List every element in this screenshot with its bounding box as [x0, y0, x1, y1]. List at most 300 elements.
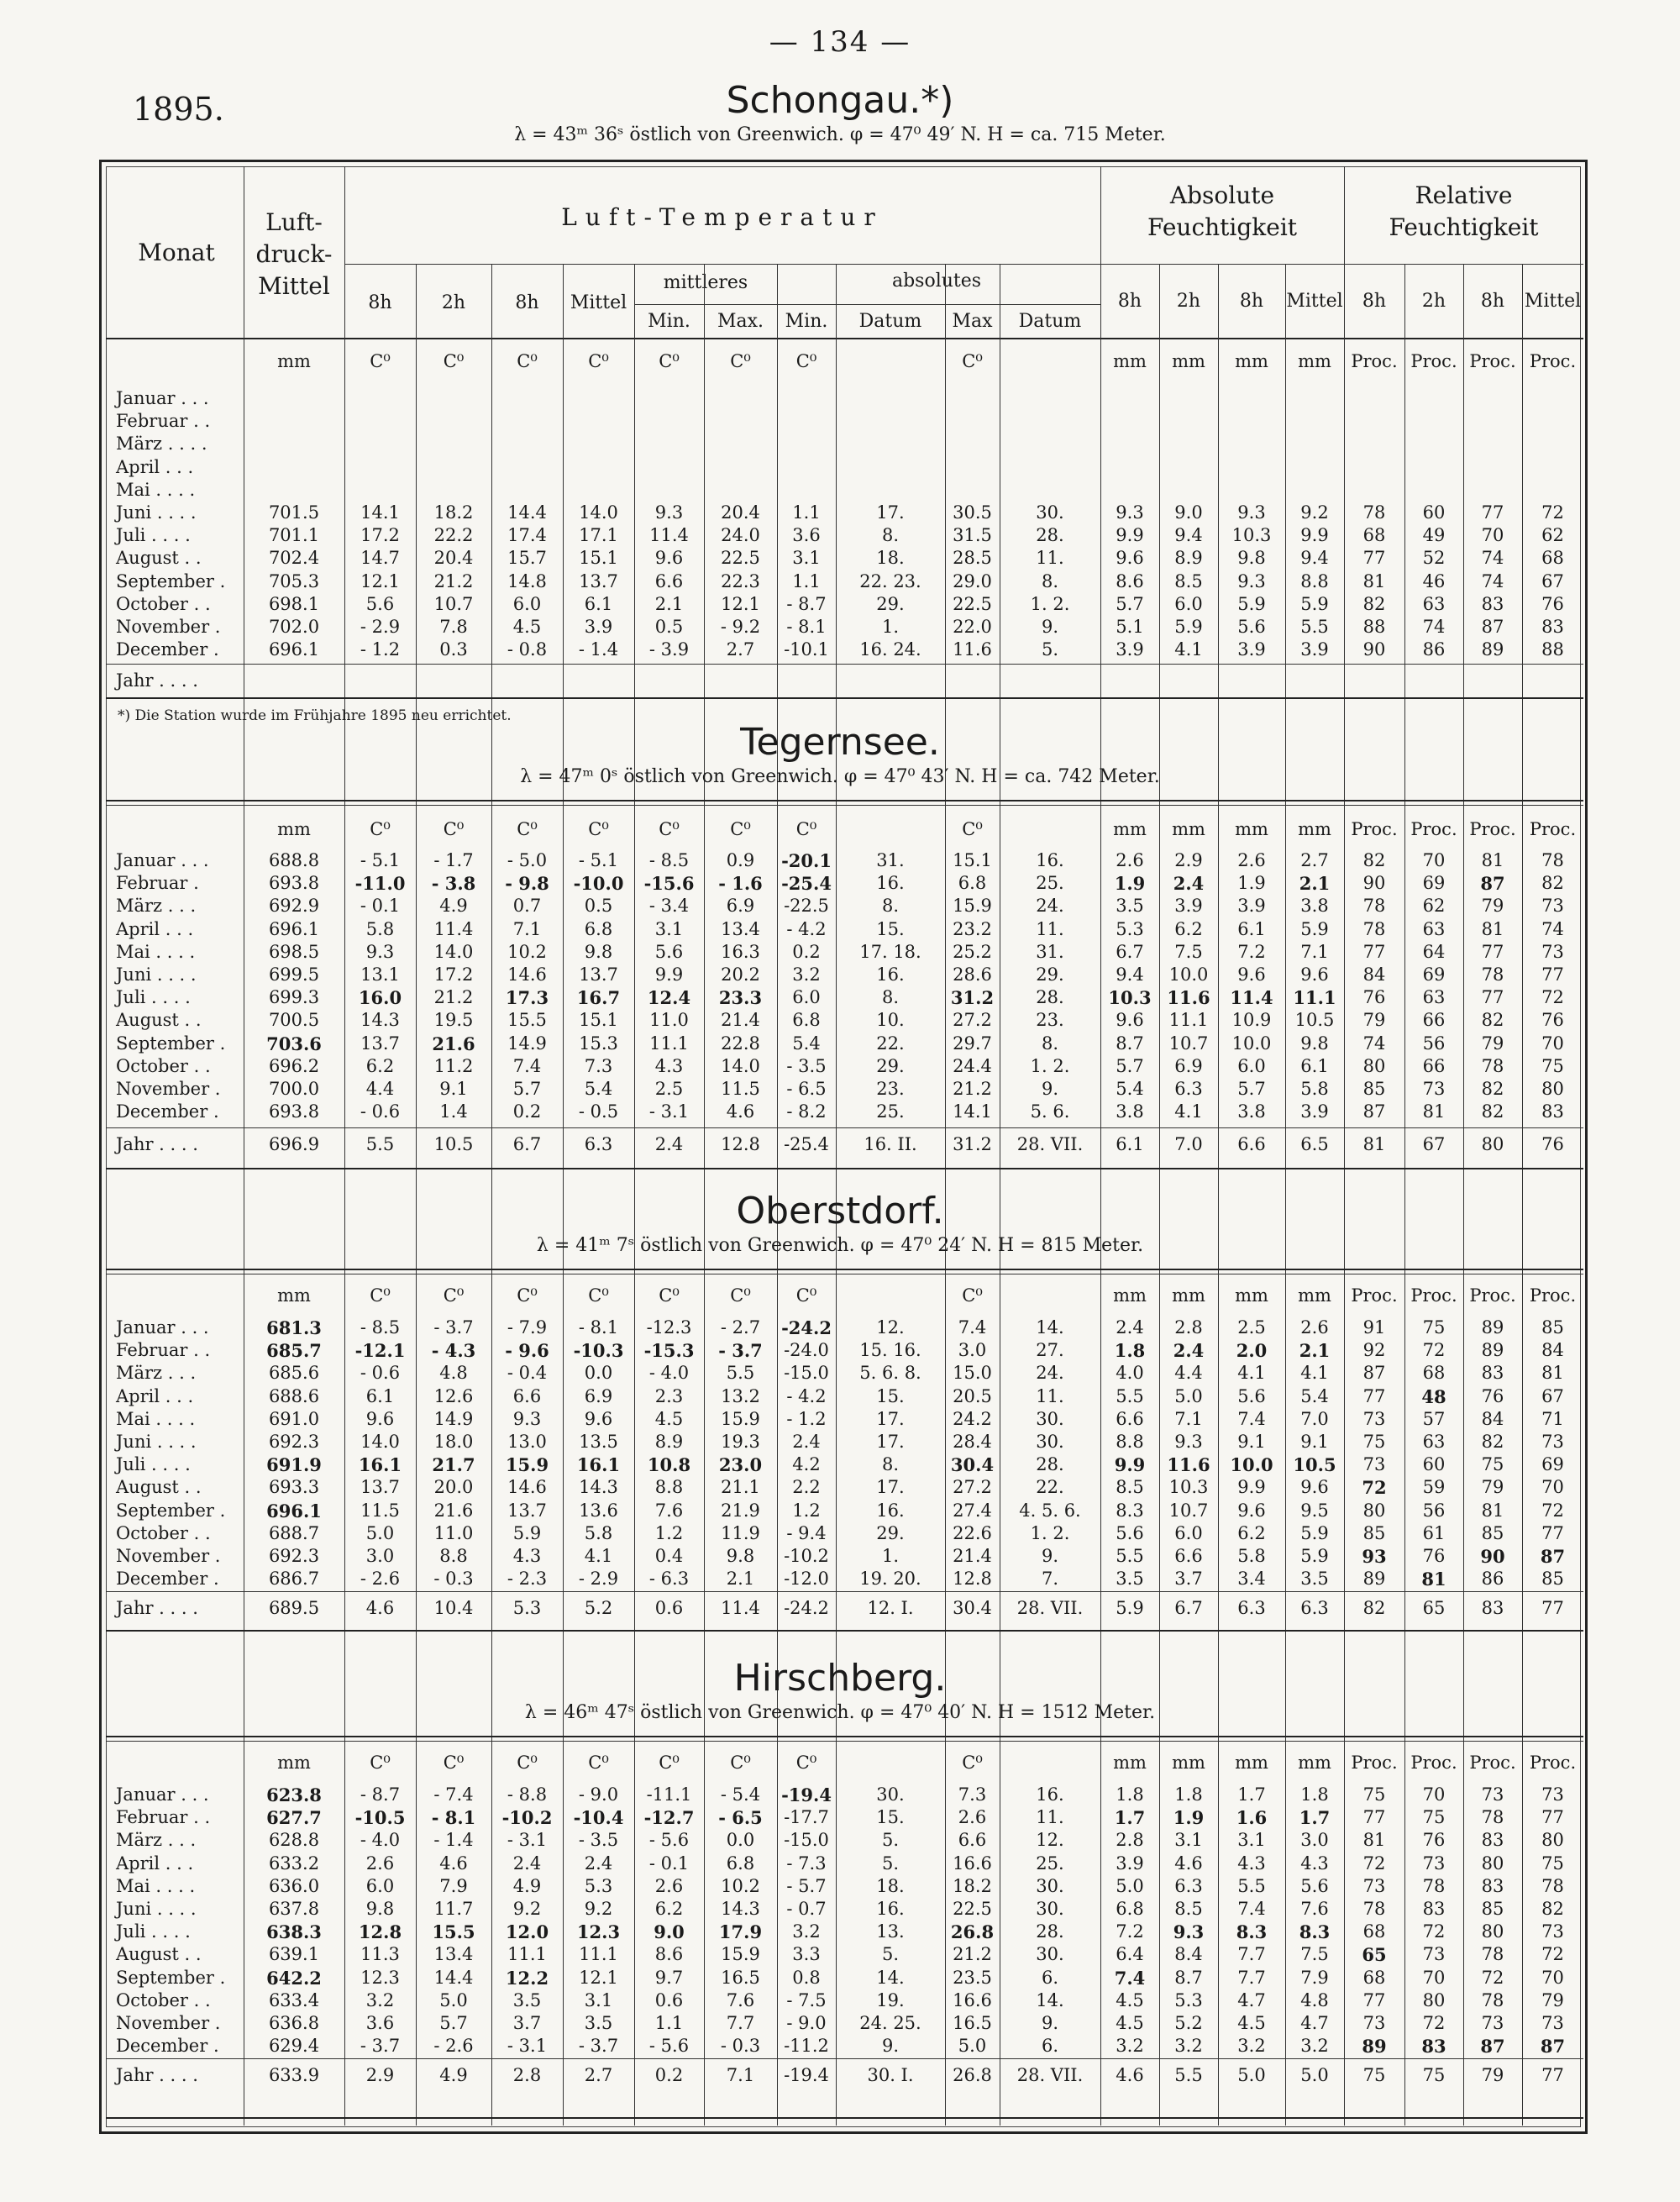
table-cell: - 2.6 [360, 1569, 401, 1590]
table-cell: 82 [1481, 1432, 1504, 1452]
table-cell: 84 [1362, 964, 1386, 985]
table-cell: 10.0 [1230, 1454, 1273, 1476]
unit-label: Proc. [1469, 1285, 1516, 1306]
table-cell: 6.9 [726, 896, 755, 917]
unit-label: Proc. [1529, 351, 1577, 371]
table-cell: 4.3 [1300, 1853, 1329, 1874]
table-cell: 5.4 [1300, 1385, 1329, 1406]
table-cell: 86 [1481, 1569, 1504, 1590]
table-cell: 79 [1362, 1010, 1386, 1031]
table-cell: 3.1 [1174, 1830, 1203, 1851]
table-cell: 6.6 [1237, 1134, 1266, 1154]
table-cell: 77 [1362, 1807, 1386, 1828]
table-cell: 81 [1481, 918, 1504, 939]
table-cell: 82 [1362, 1598, 1386, 1618]
table-cell: 5.0 [1300, 2065, 1329, 2085]
table-cell: 9.2 [584, 1899, 613, 1919]
month-label: April . . . [116, 1385, 194, 1406]
table-cell: 3.5 [584, 2013, 613, 2033]
table-cell: 6.1 [365, 1385, 395, 1406]
table-cell: 14. [1036, 1989, 1064, 2010]
table-cell: 9.0 [1174, 502, 1203, 523]
table-cell: 73 [1541, 1432, 1564, 1452]
table-cell: 6.6 [958, 1830, 987, 1851]
table-cell: 78 [1362, 502, 1386, 523]
table-cell: 693.8 [268, 873, 320, 894]
table-cell: 3.0 [958, 1340, 987, 1361]
table-cell: 700.5 [268, 1010, 320, 1031]
table-cell: 21.1 [721, 1477, 760, 1498]
unit-label: C⁰ [795, 1753, 817, 1773]
table-cell: 16. [876, 1899, 905, 1919]
table-cell: 87 [1480, 873, 1505, 895]
table-cell: 4.5 [1237, 2013, 1266, 2033]
table-cell: 11.0 [649, 1010, 689, 1031]
month-label: August . . [116, 1010, 202, 1031]
table-cell: 21.2 [433, 570, 474, 591]
month-label: September . [116, 1033, 226, 1054]
table-cell: 12.1 [360, 570, 400, 591]
table-cell: 1.9 [1237, 873, 1266, 894]
table-cell: 9.8 [365, 1899, 395, 1919]
table-cell: - 1.2 [360, 639, 401, 660]
table-cell: -10.5 [354, 1807, 406, 1829]
header-abs-feucht-1: Absolute [1169, 181, 1275, 209]
table-cell: 73 [1362, 1408, 1386, 1429]
table-cell: 85 [1541, 1569, 1564, 1590]
table-cell: 21.2 [433, 987, 474, 1008]
table-cell: 7.6 [1300, 1899, 1329, 1919]
table-cell: 11.6 [1167, 987, 1210, 1009]
table-cell: 0.2 [512, 1101, 542, 1122]
table-cell: 71 [1541, 1408, 1564, 1429]
table-cell: 73 [1362, 2013, 1386, 2033]
station-coords: λ = 43ᵐ 36ˢ östlich von Greenwich. φ = 47⁰ 49′ N. H = ca. 715 Meter. [514, 124, 1166, 145]
table-cell: 12.3 [360, 1967, 400, 1988]
table-cell: 14.3 [721, 1899, 760, 1919]
table-cell: 15.9 [953, 896, 992, 917]
table-cell: 5.9 [1300, 1522, 1329, 1543]
table-cell: 685.6 [268, 1363, 320, 1384]
table-cell: 14.8 [507, 570, 547, 591]
table-cell: 17.4 [507, 525, 547, 546]
table-cell: 8.8 [439, 1546, 468, 1566]
table-cell: - 0.8 [507, 639, 548, 660]
table-cell: 2.7 [1300, 850, 1329, 870]
table-cell: 80 [1541, 1079, 1564, 1099]
unit-label: Proc. [1351, 819, 1398, 839]
table-cell: 28.4 [953, 1432, 992, 1452]
table-cell: 6.1 [1116, 1134, 1144, 1154]
table-cell: 9.0 [654, 1921, 685, 1943]
table-cell: 2.0 [1236, 1340, 1268, 1362]
unit-label: mm [1172, 1753, 1205, 1773]
table-cell: -15.0 [784, 1830, 829, 1851]
table-cell: 9.8 [584, 941, 613, 962]
table-cell: -15.6 [643, 873, 695, 895]
unit-label: mm [277, 819, 311, 839]
unit-label: C⁰ [443, 1285, 465, 1306]
table-cell: -12.0 [784, 1569, 829, 1590]
table-cell: - 1.2 [786, 1408, 827, 1429]
table-cell: 68 [1422, 1363, 1446, 1384]
table-cell: - 5.6 [648, 2036, 690, 2057]
table-cell: 3.2 [1237, 2036, 1266, 2057]
table-cell: 76 [1541, 1010, 1564, 1031]
table-cell: 13.4 [721, 918, 760, 939]
unit-label: C⁰ [588, 819, 609, 839]
table-cell: - 3.5 [578, 1830, 619, 1851]
table-cell: 70 [1422, 1784, 1446, 1805]
month-label: August . . [116, 548, 202, 569]
table-cell: 16. [1036, 1784, 1064, 1805]
table-cell: 15.5 [432, 1921, 475, 1943]
table-cell: 68 [1362, 1967, 1386, 1988]
table-cell: 636.0 [268, 1875, 320, 1896]
table-cell: 6.9 [1174, 1055, 1203, 1076]
table-cell: 10.3 [1108, 987, 1152, 1009]
table-cell: 3.1 [584, 1989, 613, 2010]
table-cell: -12.3 [646, 1317, 692, 1337]
jahr-rule [106, 1591, 1583, 1592]
table-cell: 17.2 [360, 525, 400, 546]
table-cell: 93 [1362, 1546, 1387, 1567]
table-cell: 5.9 [1300, 593, 1329, 614]
table-cell: 4.1 [1237, 1363, 1266, 1384]
table-cell: 8.9 [1174, 548, 1203, 569]
table-cell: 2.2 [792, 1477, 821, 1498]
table-cell: 73 [1541, 941, 1564, 962]
unit-label: Proc. [1529, 819, 1577, 839]
table-cell: 691.0 [268, 1408, 320, 1429]
table-cell: - 6.5 [718, 1807, 763, 1829]
table-cell: 77 [1362, 941, 1386, 962]
table-cell: 22.3 [721, 570, 760, 591]
table-cell: 5. [881, 1853, 900, 1874]
table-cell: 7.1 [726, 2065, 755, 2085]
month-label: Januar . . . [116, 850, 209, 870]
table-cell: 5. 6. 8. [859, 1363, 921, 1384]
month-label: Januar . . . [116, 1317, 209, 1337]
table-cell: 9. [1041, 1546, 1059, 1566]
table-cell: 6.8 [726, 1853, 755, 1874]
table-cell: 24.4 [953, 1055, 992, 1076]
header-rel-col: 2h [1421, 291, 1446, 312]
table-cell: 3.8 [1300, 896, 1329, 917]
unit-label: C⁰ [730, 819, 751, 839]
table-cell: 14.0 [721, 1055, 760, 1076]
table-cell: -12.1 [354, 1340, 406, 1362]
table-cell: 5.6 [1237, 617, 1266, 637]
table-cell: 80 [1481, 1853, 1504, 1874]
table-cell: 5.5 [1116, 1546, 1144, 1566]
table-cell: 2.6 [654, 1875, 684, 1896]
table-cell: - 0.3 [433, 1569, 474, 1590]
table-cell: 7.8 [439, 617, 468, 637]
table-cell: 72 [1541, 1944, 1564, 1965]
table-cell: 3.5 [1116, 896, 1144, 917]
table-cell: 4.0 [1116, 1363, 1144, 1384]
table-cell: 28.5 [953, 548, 992, 569]
table-cell: 0.5 [584, 896, 613, 917]
table-cell: 5.0 [1116, 1875, 1144, 1896]
unit-label: mm [277, 1285, 311, 1306]
table-cell: 13. [876, 1921, 905, 1942]
table-cell: 12.1 [579, 1967, 618, 1988]
table-cell: 6. [1041, 2036, 1059, 2057]
table-cell: 5. [1041, 639, 1059, 660]
month-label: September . [116, 1967, 226, 1988]
table-cell: 9.9 [1237, 1477, 1266, 1498]
month-label: Mai . . . . [116, 1408, 196, 1429]
table-cell: 7.9 [439, 1875, 468, 1896]
table-cell: 5.7 [1116, 593, 1144, 614]
month-label: März . . . . [116, 434, 207, 455]
month-label: Juli . . . . [116, 987, 191, 1008]
table-cell: 85 [1541, 1317, 1564, 1337]
station-bottom-rule [106, 1168, 1583, 1169]
table-cell: 1.4 [439, 1101, 468, 1122]
table-cell: 5.4 [1116, 1079, 1144, 1099]
table-cell: 8. [881, 987, 900, 1008]
table-cell: 62 [1541, 525, 1564, 546]
table-cell: 15.9 [721, 1944, 760, 1965]
table-cell: - 3.4 [648, 896, 690, 917]
table-cell: 69 [1422, 873, 1446, 894]
table-cell: 8. [881, 1454, 900, 1475]
table-cell: 1.2 [654, 1522, 684, 1543]
table-cell: 27. [1036, 1340, 1064, 1361]
table-cell: 1.6 [1236, 1807, 1268, 1829]
table-cell: - 3.7 [433, 1317, 474, 1337]
table-cell: 67 [1422, 1134, 1446, 1154]
table-cell: 72 [1362, 1853, 1386, 1874]
table-cell: 637.8 [268, 1899, 320, 1919]
table-cell: 5.8 [584, 1522, 613, 1543]
table-cell: 696.2 [268, 1055, 320, 1076]
unit-label: C⁰ [443, 351, 465, 371]
table-cell: 9.6 [1116, 548, 1144, 569]
table-cell: 11.6 [953, 639, 992, 660]
table-cell: 83 [1422, 1899, 1446, 1919]
unit-label: mm [1113, 351, 1147, 371]
table-cell: 3.8 [1116, 1101, 1144, 1122]
table-cell: 5.5 [1174, 2065, 1203, 2085]
table-cell: 633.4 [268, 1989, 320, 2010]
table-cell: 17.1 [579, 525, 618, 546]
table-cell: 81 [1541, 1363, 1564, 1384]
table-cell: 89 [1481, 639, 1504, 660]
table-cell: - 8.8 [507, 1784, 548, 1805]
table-cell: 9.1 [1300, 1432, 1329, 1452]
table-cell: 7.3 [584, 1055, 613, 1076]
unit-label: mm [1235, 1285, 1268, 1306]
table-cell: 18. [876, 1875, 905, 1896]
table-cell: - 9.2 [720, 617, 761, 637]
table-cell: 5.3 [1116, 918, 1144, 939]
unit-label: C⁰ [659, 1753, 680, 1773]
table-cell: 692.3 [268, 1432, 320, 1452]
table-cell: 6.1 [1300, 1055, 1329, 1076]
table-cell: 10.9 [1231, 1010, 1272, 1031]
month-label: October . . [116, 1055, 211, 1076]
table-cell: - 2.9 [360, 617, 401, 637]
table-cell: - 5.6 [648, 1830, 690, 1851]
header-rel-feucht-1: Relative [1415, 181, 1513, 209]
table-cell: 11.4 [433, 918, 474, 939]
table-cell: 14.4 [433, 1967, 474, 1988]
table-cell: - 1.4 [578, 639, 619, 660]
table-cell: 8.8 [1116, 1432, 1144, 1452]
table-cell: 22.0 [953, 617, 992, 637]
table-cell: - 0.5 [578, 1101, 619, 1122]
table-cell: 84 [1481, 1408, 1504, 1429]
table-cell: 24. 25. [859, 2013, 921, 2033]
table-cell: -10.4 [573, 1807, 624, 1829]
table-cell: 1.7 [1114, 1807, 1146, 1829]
table-cell: 698.1 [268, 593, 320, 614]
table-cell: 692.3 [268, 1546, 320, 1566]
table-cell: 9.6 [584, 1408, 613, 1429]
table-cell: 30. [1036, 1408, 1064, 1429]
table-cell: 77 [1481, 502, 1504, 523]
month-label: Februar . . [116, 1340, 211, 1361]
table-cell: - 9.8 [505, 873, 549, 895]
table-cell: 74 [1481, 570, 1504, 591]
table-cell: 7.3 [958, 1784, 987, 1805]
table-cell: 15.9 [505, 1454, 549, 1476]
table-cell: 2.7 [726, 639, 755, 660]
table-cell: 693.3 [268, 1477, 320, 1498]
table-cell: 7.4 [958, 1317, 987, 1337]
table-cell: 2.1 [654, 593, 684, 614]
table-cell: 27.2 [953, 1477, 992, 1498]
table-cell: 7.1 [1300, 941, 1329, 962]
table-cell: 28. [1036, 525, 1064, 546]
table-cell: 15.5 [507, 1010, 547, 1031]
table-cell: 2.7 [584, 2065, 613, 2085]
table-cell: 21.6 [432, 1033, 475, 1054]
table-cell: 681.3 [266, 1317, 322, 1338]
table-cell: 89 [1481, 1317, 1504, 1337]
table-cell: 73 [1362, 1875, 1386, 1896]
table-cell: - 3.1 [507, 2036, 548, 2057]
table-cell: 30. [1036, 1944, 1064, 1965]
table-cell: 15.1 [579, 548, 618, 569]
table-cell: - 0.1 [648, 1853, 690, 1874]
table-cell: 3.2 [365, 1989, 395, 2010]
table-cell: 7.4 [512, 1055, 542, 1076]
table-cell: 11.4 [649, 525, 689, 546]
unit-label: C⁰ [517, 819, 538, 839]
table-cell: 85 [1481, 1899, 1504, 1919]
header-absolutes-sub: Min. [785, 311, 828, 332]
table-cell: 5.4 [584, 1079, 613, 1099]
table-cell: 11. [1036, 1385, 1064, 1406]
table-cell: 699.3 [268, 987, 320, 1008]
table-cell: 14. [876, 1967, 905, 1988]
table-cell: -11.2 [784, 2036, 829, 2057]
table-cell: -10.2 [501, 1807, 553, 1829]
table-cell: 10.2 [507, 941, 547, 962]
table-cell: - 3.7 [578, 2036, 619, 2057]
table-cell: 3.1 [1237, 1830, 1266, 1851]
table-cell: 1.2 [792, 1500, 821, 1521]
table-cell: 13.7 [507, 1500, 547, 1521]
table-cell: 688.7 [268, 1522, 320, 1543]
month-label: Februar . . [116, 1807, 211, 1828]
table-cell: 6.0 [1174, 1522, 1203, 1543]
table-cell: 81 [1422, 1101, 1446, 1122]
table-cell: 5. 6. [1030, 1101, 1070, 1122]
unit-label: Proc. [1469, 819, 1516, 839]
table-cell: 76 [1422, 1546, 1446, 1566]
table-cell: 3.5 [1116, 1569, 1144, 1590]
table-cell: 87 [1362, 1363, 1386, 1384]
table-cell: 63 [1422, 918, 1446, 939]
table-cell: 25. [1036, 873, 1064, 894]
table-cell: 16. [876, 964, 905, 985]
table-cell: 9.5 [1300, 1500, 1329, 1521]
table-cell: 76 [1422, 1830, 1446, 1851]
table-cell: 15. [876, 1385, 905, 1406]
table-cell: 3.9 [584, 617, 613, 637]
table-cell: 1.9 [1114, 873, 1146, 895]
table-cell: 74 [1422, 617, 1446, 637]
table-cell: 78 [1362, 896, 1386, 917]
unit-label: Proc. [1469, 351, 1516, 371]
table-cell: 31.2 [953, 1134, 992, 1154]
table-cell: 4.1 [1174, 1101, 1203, 1122]
table-cell: 6.3 [1300, 1598, 1329, 1618]
table-cell: 0.7 [512, 896, 542, 917]
table-cell: 9.2 [512, 1899, 542, 1919]
unit-label: mm [1235, 819, 1268, 839]
table-cell: 705.3 [268, 570, 320, 591]
table-cell: 9.9 [1116, 525, 1144, 546]
table-cell: 18.2 [433, 502, 474, 523]
table-cell: 8.9 [654, 1432, 684, 1452]
station-top-rule [106, 1736, 1583, 1737]
month-label: December . [116, 1101, 219, 1122]
table-cell: 30. [1036, 1875, 1064, 1896]
month-label: Juni . . . . [116, 964, 197, 985]
table-cell: 16.6 [953, 1853, 992, 1874]
table-cell: 73 [1422, 1079, 1446, 1099]
table-cell: 21.9 [721, 1500, 760, 1521]
table-cell: 5.0 [365, 1522, 395, 1543]
table-cell: 2.4 [1173, 873, 1205, 895]
table-cell: - 8.1 [786, 617, 827, 637]
table-cell: 6.0 [512, 593, 542, 614]
unit-label: C⁰ [370, 351, 391, 371]
unit-label: mm [1298, 1285, 1331, 1306]
table-cell: 3.2 [1116, 2036, 1144, 2057]
unit-label: Proc. [1529, 1285, 1577, 1306]
table-cell: 79 [1481, 896, 1504, 917]
table-cell: 0.0 [726, 1830, 755, 1851]
table-cell: 83 [1481, 1875, 1504, 1896]
table-cell: 20.0 [433, 1477, 474, 1498]
table-cell: 700.0 [268, 1079, 320, 1099]
table-cell: 23.2 [953, 918, 992, 939]
table-cell: 703.6 [266, 1033, 322, 1054]
table-cell: 3.5 [512, 1989, 542, 2010]
table-cell: - 0.1 [360, 896, 401, 917]
station-bottom-rule [106, 2117, 1583, 2119]
table-cell: 8.4 [1174, 1944, 1203, 1965]
table-cell: 3.2 [1174, 2036, 1203, 2057]
